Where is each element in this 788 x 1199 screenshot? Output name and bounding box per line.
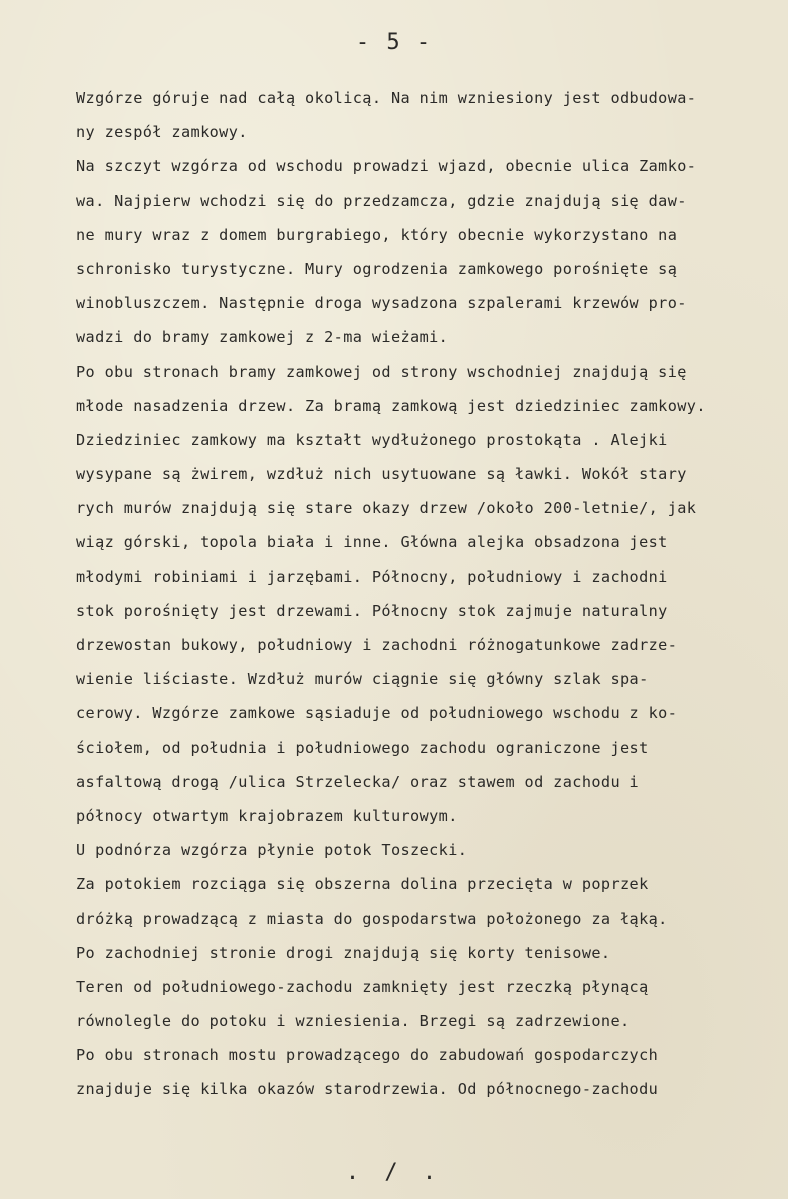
text-line: młodymi robiniami i jarzębami. Północny, południowy i zachodni (76, 567, 668, 586)
text-line: ny zespół zamkowy. (76, 123, 248, 142)
text-line: winobluszczem. Następnie droga wysadzona szpalerami krzewów pro- (76, 294, 687, 313)
text-line: równolegle do potoku i wzniesienia. Brzegi są zadrzewione. (76, 1012, 630, 1031)
text-line: Dziedziniec zamkowy ma kształt wydłużonego prostokąta . Alejki (76, 430, 668, 449)
text-line: U podnórza wzgórza płynie potok Toszecki. (76, 841, 468, 860)
text-line: wa. Najpierw wchodzi się do przedzamcza, gdzie znajdują się daw- (76, 191, 687, 210)
text-line: Po obu stronach mostu prowadzącego do zabudowań gospodarczych (76, 1046, 659, 1065)
text-line: wiąz górski, topola biała i inne. Główna alejka obsadzona jest (76, 533, 668, 552)
text-line: Na szczyt wzgórza od wschodu prowadzi wjazd, obecnie ulica Zamko- (76, 157, 697, 176)
continuation-mark: . / . (345, 1160, 443, 1185)
text-line: wienie liściaste. Wzdłuż murów ciągnie się główny szlak spa- (76, 670, 649, 689)
text-line: rych murów znajdują się stare okazy drzew /około 200-letnie/, jak (76, 499, 697, 518)
text-line: Po obu stronach bramy zamkowej od strony wschodniej znajdują się (76, 362, 687, 381)
text-line: stok porośnięty jest drzewami. Północny stok zajmuje naturalny (76, 601, 668, 620)
text-line: ne mury wraz z domem burgrabiego, który obecnie wykorzystano na (76, 225, 678, 244)
page-number: - 5 - (355, 30, 433, 55)
text-line: cerowy. Wzgórze zamkowe sąsiaduje od południowego wschodu z ko- (76, 704, 678, 723)
text-line: dróżką prowadzącą z miasta do gospodarstwa położonego za łąką. (76, 909, 668, 928)
text-line: Po zachodniej stronie drogi znajdują się korty tenisowe. (76, 943, 611, 962)
text-line: Wzgórze góruje nad całą okolicą. Na nim wzniesiony jest odbudowa- (76, 89, 697, 107)
text-line: drzewostan bukowy, południowy i zachodni różnogatunkowe zadrze- (76, 636, 678, 654)
text-line: wadzi do bramy zamkowej z 2-ma wieżami. (76, 328, 449, 347)
body-text (76, 86, 788, 1112)
text-line: północy otwartym krajobrazem kulturowym. (76, 806, 458, 825)
text-line: schronisko turystyczne. Mury ogrodzenia zamkowego porośnięte są (76, 259, 678, 278)
text-line: wysypane są żwirem, wzdłuż nich usytuowane są ławki. Wokół stary (76, 465, 687, 484)
text-line: znajduje się kilka okazów starodrzewia. Od północnego-zachodu (76, 1080, 659, 1099)
text-line: ściołem, od południa i południowego zachodu ograniczone jest (76, 738, 649, 757)
text-line: Teren od południowego-zachodu zamknięty jest rzeczką płynącą (76, 977, 649, 996)
text-line: asfaltową drogą /ulica Strzelecka/ oraz stawem od zachodu i (76, 772, 640, 791)
text-line: Za potokiem rozciąga się obszerna dolina przecięta w poprzek (76, 875, 649, 894)
text-line: młode nasadzenia drzew. Za bramą zamkową jest dziedziniec zamkowy. (76, 396, 706, 415)
